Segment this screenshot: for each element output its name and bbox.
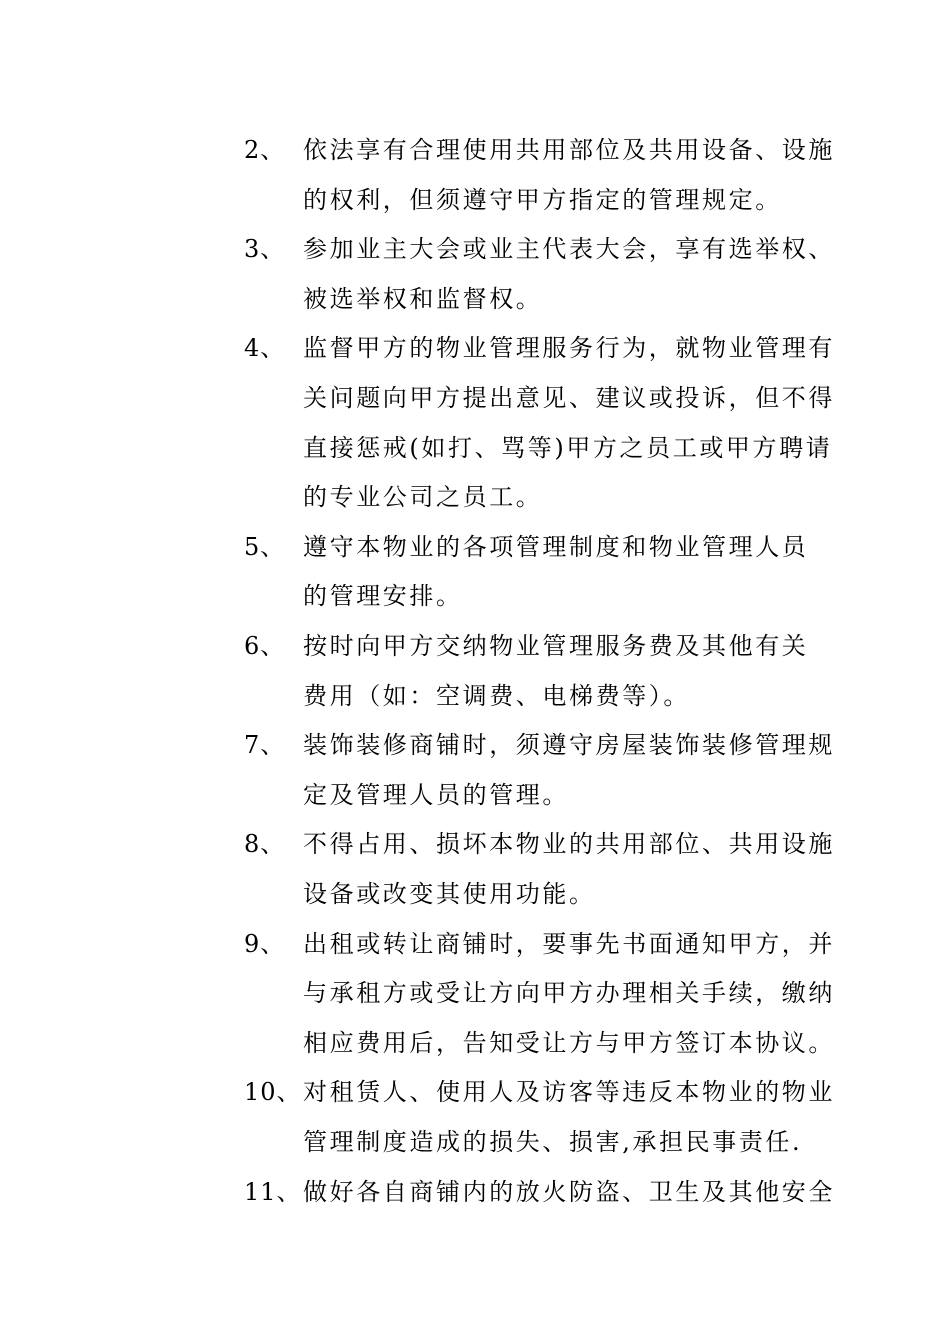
item-text-line: 管理制度造成的损失、损害,承担民事责任. — [303, 1127, 803, 1156]
item-text-line: 关问题向甲方提出意见、建议或投诉，但不得 — [303, 383, 835, 412]
item-text-line: 不得占用、损坏本物业的共用部位、共用设施 — [303, 830, 835, 859]
list-item — [0, 721, 950, 820]
item-number: 6、 — [244, 632, 286, 660]
list-item — [0, 523, 950, 622]
list-item — [0, 324, 950, 522]
item-text-line: 遵守本物业的各项管理制度和物业管理人员 — [303, 532, 809, 561]
list-item — [0, 820, 950, 919]
item-text — [303, 1168, 835, 1218]
item-text-line: 的管理安排。 — [303, 582, 463, 611]
item-text-line: 做好各自商铺内的放火防盗、卫生及其他安全 — [303, 1177, 835, 1206]
item-text-line: 装饰装修商铺时，须遵守房屋装饰装修管理规 — [303, 731, 835, 760]
item-text-line: 的专业公司之员工。 — [303, 483, 543, 512]
item-text-line: 出租或转让商铺时，要事先书面通知甲方，并 — [303, 929, 835, 958]
item-text — [303, 324, 835, 522]
item-text — [303, 622, 813, 721]
item-number: 10、 — [244, 1078, 302, 1107]
item-text-line: 被选举权和监督权。 — [303, 284, 543, 313]
item-text-line: 设备或改变其使用功能。 — [303, 879, 596, 908]
list-item — [0, 1168, 950, 1218]
list-item — [0, 126, 950, 225]
item-number: 5、 — [244, 532, 286, 561]
list-item — [0, 920, 950, 1069]
item-text-line: 参加业主大会或业主代表大会，享有选举权、 — [303, 235, 835, 264]
item-text — [303, 225, 835, 324]
item-text-line: 监督甲方的物业管理服务行为，就物业管理有 — [303, 334, 835, 363]
item-number: 2、 — [244, 136, 286, 164]
item-text — [303, 126, 835, 225]
list-item — [0, 1068, 950, 1167]
item-number: 8、 — [244, 830, 286, 859]
item-text — [303, 920, 835, 1069]
item-text-line: 依法享有合理使用共用部位及共用设备、设施 — [303, 136, 835, 164]
item-text-line: 定及管理人员的管理。 — [303, 780, 569, 809]
item-text — [303, 721, 835, 820]
item-number: 4、 — [244, 334, 286, 363]
item-number: 9、 — [244, 929, 286, 958]
item-text-line: 的权利，但须遵守甲方指定的管理规定。 — [303, 185, 782, 214]
item-text-line: 费用（如：空调费、电梯费等）。 — [303, 681, 690, 710]
item-number: 3、 — [244, 235, 286, 264]
item-text — [303, 820, 835, 919]
item-text-line: 相应费用后，告知受让方与甲方签订本协议。 — [303, 1028, 835, 1057]
item-number: 11、 — [244, 1177, 302, 1206]
item-number: 7、 — [244, 731, 286, 760]
item-text-line: 按时向甲方交纳物业管理服务费及其他有关 — [303, 632, 809, 660]
list-item — [0, 622, 950, 721]
list-item — [0, 225, 950, 324]
item-text-line: 对租赁人、使用人及访客等违反本物业的物业 — [303, 1078, 835, 1107]
item-text — [303, 523, 813, 622]
item-text-line: 与承租方或受让方向甲方办理相关手续，缴纳 — [303, 979, 835, 1008]
item-text-line: 直接惩戒(如打、骂等)甲方之员工或甲方聘请 — [303, 433, 833, 462]
item-text — [303, 1068, 835, 1167]
